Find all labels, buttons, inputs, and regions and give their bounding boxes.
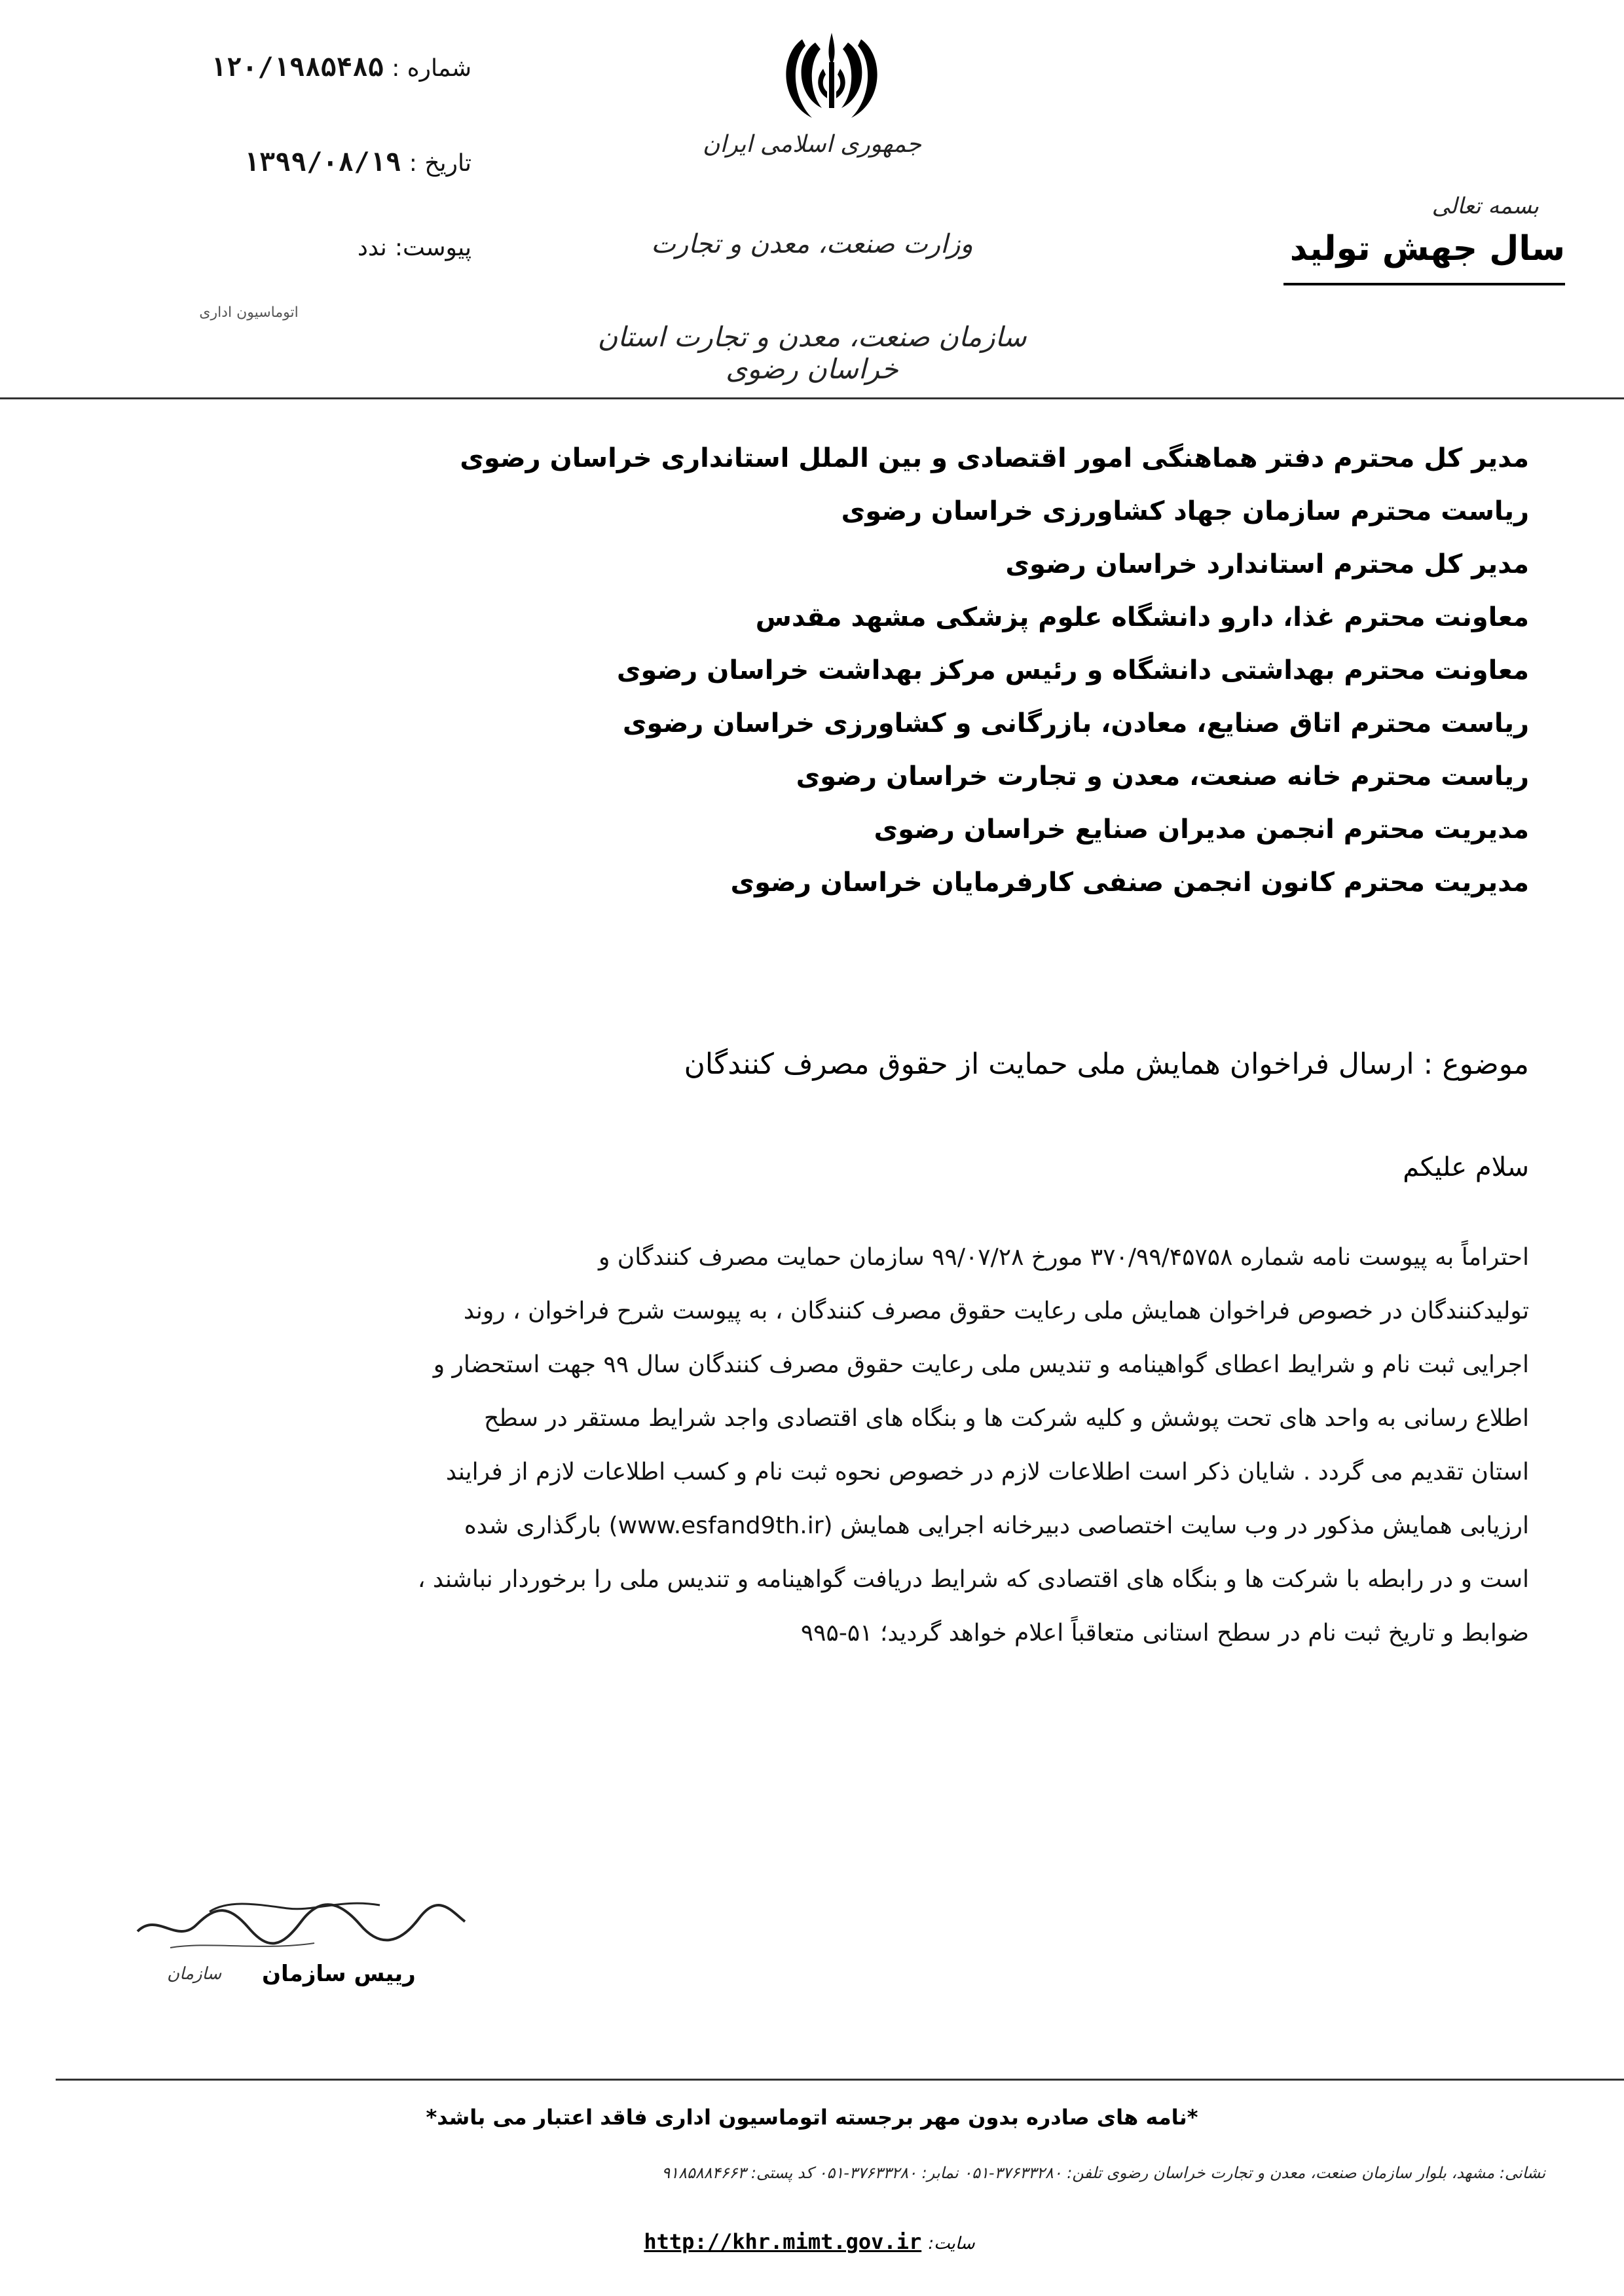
slogan-underline <box>1283 283 1565 285</box>
letter-number-label: شماره : <box>392 55 471 82</box>
website-label: سایت: <box>928 2234 975 2253</box>
handwritten-signature <box>131 1886 471 1964</box>
body-line: ارزیابی همایش مذکور در وب سایت اختصاصی دبیرخانه اجرایی همایش (www.esfand9th.ir) بارگذاری شده <box>464 1512 1529 1539</box>
recipient-line: ریاست محترم سازمان جهاد کشاورزی خراسان رضوی <box>841 496 1529 526</box>
footer-address: نشانی: مشهد، بلوار سازمان صنعت، معدن و تجارت خراسان رضوی تلفن: ۳۷۶۳۳۲۸۰-۰۵۱ نمابر: ۳۷۶۳۳۲۸۰-۰۵۱ کد پستی: ۹۱۸۵۸۸۴۶۶۳ <box>661 2164 1545 2182</box>
recipient-line: ریاست محترم خانه صنعت، معدن و تجارت خراسان رضوی <box>796 761 1529 792</box>
letter-number-row <box>105 52 471 82</box>
body-line: اجرایی ثبت نام و شرایط اعطای گواهینامه و تندیس ملی رعایت حقوق مصرف کنندگان سال ۹۹ جهت استحضار و <box>433 1351 1529 1378</box>
recipient-line: مدیر کل محترم دفتر هماهنگی امور اقتصادی و بین الملل استانداری خراسان رضوی <box>460 443 1529 473</box>
body-line: اطلاع رسانی به واحد های تحت پوشش و کلیه شرکت ها و بنگاه های اقتصادی واجد شرایط مستقر در سطح <box>484 1405 1529 1432</box>
letter-greeting: سلام علیکم <box>1403 1152 1529 1182</box>
recipient-line: معاونت محترم غذا، دارو دانشگاه علوم پزشکی مشهد مقدس <box>755 602 1529 632</box>
organization-name: سازمان صنعت، معدن و تجارت استان خراسان رضوی <box>597 321 1027 385</box>
attachment-row <box>301 232 471 261</box>
attachment-value: ندد <box>357 234 387 261</box>
automation-note: اتوماسیون اداری <box>199 304 299 321</box>
letter-date-row <box>196 147 471 177</box>
basmala: بسمه تعالی <box>1431 193 1539 219</box>
letter-body <box>75 1231 1529 1660</box>
recipient-line: معاونت محترم بهداشتی دانشگاه و رئیس مرکز بهداشت خراسان رضوی <box>616 655 1529 685</box>
ministry-name: وزارت صنعت، معدن و تجارت <box>651 229 973 259</box>
body-line: استان تقدیم می گردد . شایان ذکر است اطلاعات لازم در خصوص نحوه ثبت نام و کسب اطلاعات لازم از فرایند <box>445 1459 1529 1485</box>
iran-emblem-icon <box>776 26 887 124</box>
signer-title: رییس سازمان <box>262 1961 416 1987</box>
recipient-line: مدیریت محترم انجمن مدیران صنایع خراسان رضوی <box>874 814 1529 845</box>
signer-small-note: سازمان <box>167 1964 222 1984</box>
header-divider <box>0 397 1624 399</box>
recipient-line: مدیر کل محترم استاندارد خراسان رضوی <box>1005 549 1529 579</box>
body-line: است و در رابطه با شرکت ها و بنگاه های اقتصادی که شرایط دریافت گواهینامه و تندیس ملی را برخوردار نباشند ، <box>417 1566 1529 1593</box>
recipients-list <box>88 432 1529 909</box>
letter-date-value: ۱۳۹۹/۰۸/۱۹ <box>243 147 401 177</box>
attachment-label: پیوست: <box>394 234 471 261</box>
recipient-line: مدیریت محترم کانون انجمن صنفی کارفرمایان خراسان رضوی <box>730 867 1529 898</box>
body-line: ضوابط و تاریخ ثبت نام در سطح استانی متعاقباً اعلام خواهد گردید؛ ۵۱-۹۹۵ <box>800 1620 1529 1647</box>
recipient-line: ریاست محترم اتاق صنایع، معادن، بازرگانی و کشاورزی خراسان رضوی <box>622 708 1529 738</box>
body-line: احتراماً به پیوست نامه شماره ۳۷۰/۹۹/۴۵۷۵۸ مورخ ۹۹/۰۷/۲۸ سازمان حمایت مصرف کنندگان و <box>598 1244 1529 1271</box>
footer-divider <box>56 2079 1624 2081</box>
government-name: جمهوری اسلامی ایران <box>703 131 921 158</box>
footer-validity-note: *نامه های صادره بدون مهر برجسته اتوماسیون اداری فاقد اعتبار می باشد* <box>426 2105 1198 2130</box>
body-line: تولیدکنندگان در خصوص فراخوان همایش ملی رعایت حقوق مصرف کنندگان ، به پیوست شرح فراخوان ، روند <box>463 1298 1529 1324</box>
letter-subject: موضوع : ارسال فراخوان همایش ملی حمایت از حقوق مصرف کنندگان <box>684 1048 1529 1081</box>
letter-number-value: ۱۲۰/۱۹۸۵۴۸۵ <box>210 52 384 82</box>
year-slogan: سال جهش تولید <box>1289 229 1565 268</box>
website-link[interactable]: http://khr.mimt.gov.ir <box>644 2229 922 2254</box>
footer-website <box>0 2229 1624 2254</box>
letter-date-label: تاریخ : <box>409 150 471 177</box>
